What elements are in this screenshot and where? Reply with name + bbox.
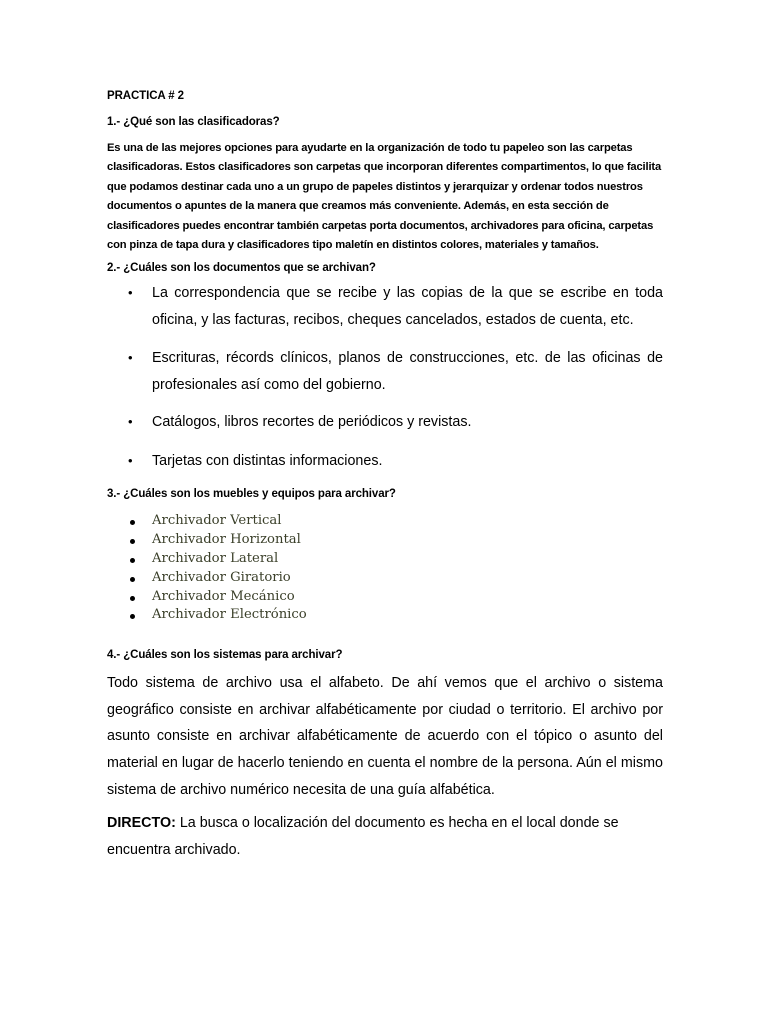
question-1-heading: 1.- ¿Qué son las clasificadoras?: [107, 116, 280, 128]
filing-equipment-list: [107, 512, 663, 625]
list-item: Archivador Giratorio: [107, 569, 663, 588]
direct-text: La busca o localización del documento es hecha en el local donde se encuentra archivado.: [107, 815, 619, 858]
answer-4-paragraph: Todo sistema de archivo usa el alfabeto. De ahí vemos que el archivo o sistema geográfico consiste en archivar alfabéticamente por ciudad o territorio. El archivo por asunto consiste en archivar alfabéticamente de acuerdo con el tópico o asunto del material en lugar de hacerlo teniendo en cuenta el nombre de la persona. Aún el mismo sistema de archivo numérico necesita de una guía alfabética.: [107, 675, 663, 798]
document-page: [107, 90, 663, 863]
list-item: • Catálogos, libros recortes de periódicos y revistas.: [107, 409, 663, 436]
document-title: PRACTICA # 2: [107, 90, 184, 102]
direct-paragraph: [107, 810, 663, 863]
list-item: • La correspondencia que se recibe y las copias de la que se escribe en toda oficina, y las facturas, recibos, cheques cancelados, estados de cuenta, etc.: [107, 280, 663, 333]
list-item: • Escrituras, récords clínicos, planos de construcciones, etc. de las oficinas de profesionales así como del gobierno.: [107, 345, 663, 398]
answer-1-paragraph: Es una de las mejores opciones para ayudarte en la organización de todo tu papeleo son las carpetas clasificadoras. Estos clasificadores son carpetas que incorporan diferentes compartimentos, lo que facilita que podamos destinar cada uno a un grupo de papeles distintos y jerarquizar y ordenar todos nuestros documentos o apuntes de la manera que creamos más conveniente. Además, en esta sección de clasificadores puedes encontrar también carpetas porta documentos, archivadores para oficina, carpetas con pinza de tapa dura y clasificadores tipo maletín en distintos colores, materiales y tamaños.: [107, 142, 662, 252]
question-4-heading: 4.- ¿Cuáles son los sistemas para archivar?: [107, 649, 343, 662]
question-2-heading: 2.- ¿Cuáles son los documentos que se archivan?: [107, 262, 376, 275]
direct-label: DIRECTO:: [107, 815, 176, 832]
question-3-heading: 3.- ¿Cuáles son los muebles y equipos para archivar?: [107, 488, 396, 501]
list-item: Archivador Lateral: [107, 550, 663, 569]
list-item: • Tarjetas con distintas informaciones.: [107, 448, 663, 475]
list-item: Archivador Mecánico: [107, 588, 663, 607]
list-item: Archivador Vertical: [107, 512, 663, 531]
list-item: Archivador Horizontal: [107, 531, 663, 550]
documents-list: [107, 280, 663, 474]
list-item: Archivador Electrónico: [107, 606, 663, 625]
